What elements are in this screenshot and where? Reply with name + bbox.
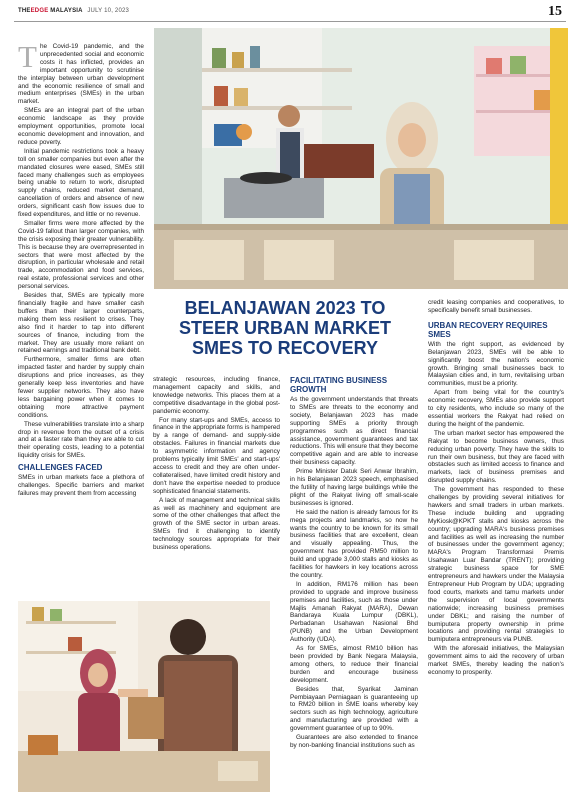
intro-paragraph [18, 39, 144, 106]
publication-brand [18, 8, 129, 14]
issue-date: JULY 10, 2023 [87, 8, 130, 14]
payment-scene-photo [18, 601, 270, 792]
article-column-1 [18, 39, 144, 499]
paragraph: Apart from being vital for the country's economic recovery, SMEs also provide support to city residents, who include so many of the essential workers the Rakyat had relied on during the height of the pandemic. [428, 389, 564, 428]
paragraph: With the aforesaid initiatives, the Malaysian government aims to aid the recovery of urban market SMEs, thereby leading the nation's economy to prosperity. [428, 645, 564, 676]
subhead-challenges-faced: CHALLENGES FACED [18, 463, 103, 473]
paragraph: Furthermore, smaller firms are often impacted faster and harder by supply chain disruptions and price increases, as they generally keep less inventories and have fewer supplier networks. They also have less bargaining power when it comes to obtaining more attractive payment conditions. [18, 356, 144, 419]
drop-cap: T [18, 39, 37, 74]
headline-line-1: BELANJAWAN 2023 TO [184, 298, 386, 318]
paragraph: Besides that, Syarikat Jaminan Pembiayaan Perniagaan is guaranteeing up to RM20 billion in SME loans whereby key sectors such as high technology, agriculture and manufacturing are provided with a government guarantee of up to 90%. [290, 685, 418, 733]
payment-scene-illustration [18, 601, 270, 792]
paragraph: SMEs are an integral part of the urban economic landscape as they provide employment opportunities, promote local economic development and innovation, and reduce poverty. [18, 107, 144, 146]
paragraph: strategic resources, including finance, management capacity and skills, and knowledge networks. This places them at a competitive disadvantage in the global post-pandemic economy. [153, 376, 280, 415]
paragraph: A lack of management and technical skills as well as machinery and equipment are some of the other challenges that affect the growth of the SME sector in urban areas. SMEs find it challenging to identify technology sources appropriate for their business operations. [153, 496, 280, 552]
intro-text: he Covid-19 pandemic, and the unprecedented social and economic costs it has inflicted, provides an important opportunity to scrutinise the interplay between urban development and the economic resilience of small and medium enterprises (SMEs) in the urban market. [18, 43, 144, 106]
hawker-stall-photo [154, 28, 568, 289]
paragraph: With the right support, as evidenced by Belanjawan 2023, SMEs will be able to significantly boost the nation's economic growth. Bringing small businesses back to Malaysian cities and, in turn, revitalising urban communities, must be a priority. [428, 340, 564, 388]
headline-line-3: SMES TO RECOVERY [191, 338, 379, 358]
paragraph: The government has responded to these challenges by providing several initiatives for hawkers and small traders in urban markets. These include building and upgrading MyKiosk@KPKT stalls and kiosks across the country; upgrading MARA's business premises and facilities as well as increasing the number of businesses under the government agency; MARA's Program Transformasi Premis Usahawan Luar Bandar (TRENT); providing strategic business space for SME entrepreneurs and hawkers under the Malaysia Entrepreneur Hub Program by UDA; upgrading food courts, markets and tamu markets under the supervision of local governments nationwide; increasing business premises under DBKL; and raising the number of bumiputera property ownership in prime locations and providing rental strategies to bumiputera entrepreneurs via PUNB. [428, 486, 564, 644]
paragraph: He said the nation is already famous for its mega projects and landmarks, so now he wants the country to be known for its small business facilities that are excellent, clean and visually appealing. Thus, the government has provided RM50 million to build and upgrade 3,000 stalls and kiosks as facilities for hawkers in key locations across the country. [290, 508, 418, 579]
brand-edge: EDGE [30, 8, 49, 14]
paragraph: Prime Minister Datuk Seri Anwar Ibrahim, in his Belanjawan 2023 speech, emphasised the futility of having large buildings while the plight of the Rakyat living off small-scale businesses is ignored. [290, 468, 418, 507]
paragraph: Besides that, SMEs are typically more financially fragile and have smaller cash buffers than their larger counterparts, making them less resilient to crises. They also find it harder to tap into different sources of finance, including from the market. They are usually more reliant on retained earnings and traditional bank debt. [18, 292, 144, 355]
masthead [18, 6, 562, 20]
paragraph: SMEs in urban markets face a plethora of challenges. Specific barriers and market failures may prevent them from accessing [18, 474, 144, 497]
paragraph: For many start-ups and SMEs, access to finance in the appropriate forms is hampered by a range of demand- and supply-side obstacles. Failures in financial markets due to asymmetric information and agency problems typically limit SMEs' and start-ups' access to credit and they are often under-collateralised, have limited credit history and don't have the expertise needed to produce sophisticated financial statements. [153, 416, 280, 495]
subhead-facilitating-business-growth: FACILITATING BUSINESS GROWTH [290, 376, 388, 394]
article-column-2 [153, 376, 280, 553]
header-rule [14, 21, 566, 22]
article-column-4 [428, 299, 564, 678]
paragraph: In addition, RM176 million has been provided to upgrade and improve business premises and facilities, such as those under Majlis Amanah Rakyat (MARA), Dewan Bandaraya Kuala Lumpur (DBKL), Perbadanan Usahawan Nasional Bhd (PUNB) and the Urban Development Authority (UDA). [290, 580, 418, 644]
paragraph: As the government understands that threats to SMEs are threats to the economy and society, Belanjawan 2023 has made supporting SMEs a priority through programmes such as direct financial assistance, government guarantees and tax reductions. This will ensure that they become competitive again and are able to increase their business capacity. [290, 396, 418, 467]
paragraph: Initial pandemic restrictions took a heavy toll on smaller companies but even after the mandated closures were eased, SMEs still faced many challenges such as employees being unable to return to work, disrupted supply chains, reduced market demand, cancellation of orders and absence of new orders, significant cash flow issues due to fixed expenditures, and little or no revenue. [18, 147, 144, 219]
brand-prefix: THE [18, 8, 31, 14]
paragraph: As for SMEs, almost RM10 billion has been provided by Bank Negara Malaysia, among others, to reduce their financial burden and encourage business development. [290, 645, 418, 684]
paragraph: The urban market sector has empowered the Rakyat to become business owners, thus reducing urban poverty. They have the skills to run their own business, but they are faced with obstacles such as limited access to finance and markets, lack of business premises and disrupted supply chains. [428, 429, 564, 485]
headline-line-2: STEER URBAN MARKET [178, 318, 391, 338]
article-column-3 [290, 376, 418, 751]
paragraph: These vulnerabilities translate into a sharp drop in revenue from the outset of a crisis and at a faster rate than they are able to cut their operating costs, leading to a potential liquidity crisis for SMEs. [18, 420, 144, 460]
paragraph: Guarantees are also extended to finance by non-banking financial institutions such as [290, 734, 418, 749]
subhead-urban-recovery: URBAN RECOVERY REQUIRES SMES [428, 320, 548, 339]
hawker-stall-illustration [154, 28, 568, 289]
page-headline [154, 298, 416, 358]
brand-suffix: MALAYSIA [50, 8, 83, 14]
page-number: 15 [548, 4, 562, 19]
paragraph: credit leasing companies and cooperatives, to specifically benefit small businesses. [428, 299, 564, 314]
paragraph: Smaller firms were more affected by the Covid-19 fallout than larger companies, with the crisis exposing their greater vulnerability. This is because they are overrepresented in sectors that were most affected by the disruption, in particular wholesale and retail trade, accommodation and food services, real estate, professional services and other personal services. [18, 219, 144, 291]
